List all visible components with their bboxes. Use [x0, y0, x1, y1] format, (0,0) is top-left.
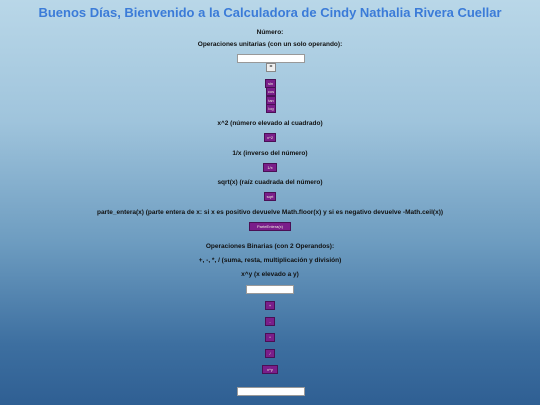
- unary-heading: Operaciones unitarias (con un solo operando):: [197, 41, 343, 48]
- unary-button-4[interactable]: log: [266, 104, 276, 113]
- sqrt-label: sqrt(x) (raíz cuadrada del número): [217, 179, 323, 186]
- numero-label: Número:: [256, 29, 284, 36]
- parte-entera-label: parte_entera(x) (parte entera de x: si x es positivo devuelve Math.floor(x) y si es negativo devuelve -Math.ceil(x)): [96, 209, 444, 216]
- unary-button-3[interactable]: tan: [266, 96, 276, 105]
- number-input[interactable]: [237, 54, 305, 63]
- subtract-button[interactable]: -: [265, 317, 275, 326]
- add-button[interactable]: +: [265, 301, 275, 310]
- square-label: x^2 (número elevado al cuadrado): [217, 120, 323, 127]
- equals-button[interactable]: =: [266, 63, 276, 72]
- unary-button-2[interactable]: cos: [267, 89, 275, 94]
- power-button[interactable]: x^y: [262, 365, 278, 374]
- second-number-input[interactable]: [246, 285, 294, 294]
- divide-button[interactable]: /: [265, 349, 275, 358]
- parte-entera-button[interactable]: ParteEntera(x): [249, 222, 291, 231]
- result-output[interactable]: [237, 387, 305, 396]
- multiply-button[interactable]: *: [265, 333, 275, 342]
- unary-button-1[interactable]: sin: [265, 79, 276, 88]
- inverse-button[interactable]: 1/x: [263, 163, 277, 172]
- page-title: Buenos Días, Bienvenido a la Calculadora de Cindy Nathalia Rivera Cuellar: [38, 5, 502, 20]
- inverse-label: 1/x (inverso del número): [232, 150, 308, 157]
- binary-heading: Operaciones Binarias (con 2 Operandos):: [205, 243, 335, 250]
- sqrt-button[interactable]: sqrt: [264, 192, 276, 201]
- square-button[interactable]: x^2: [264, 133, 276, 142]
- arith-label: +, -, *, / (suma, resta, multiplicación y división): [198, 257, 342, 264]
- pow-label: x^y (x elevado a y): [241, 271, 299, 278]
